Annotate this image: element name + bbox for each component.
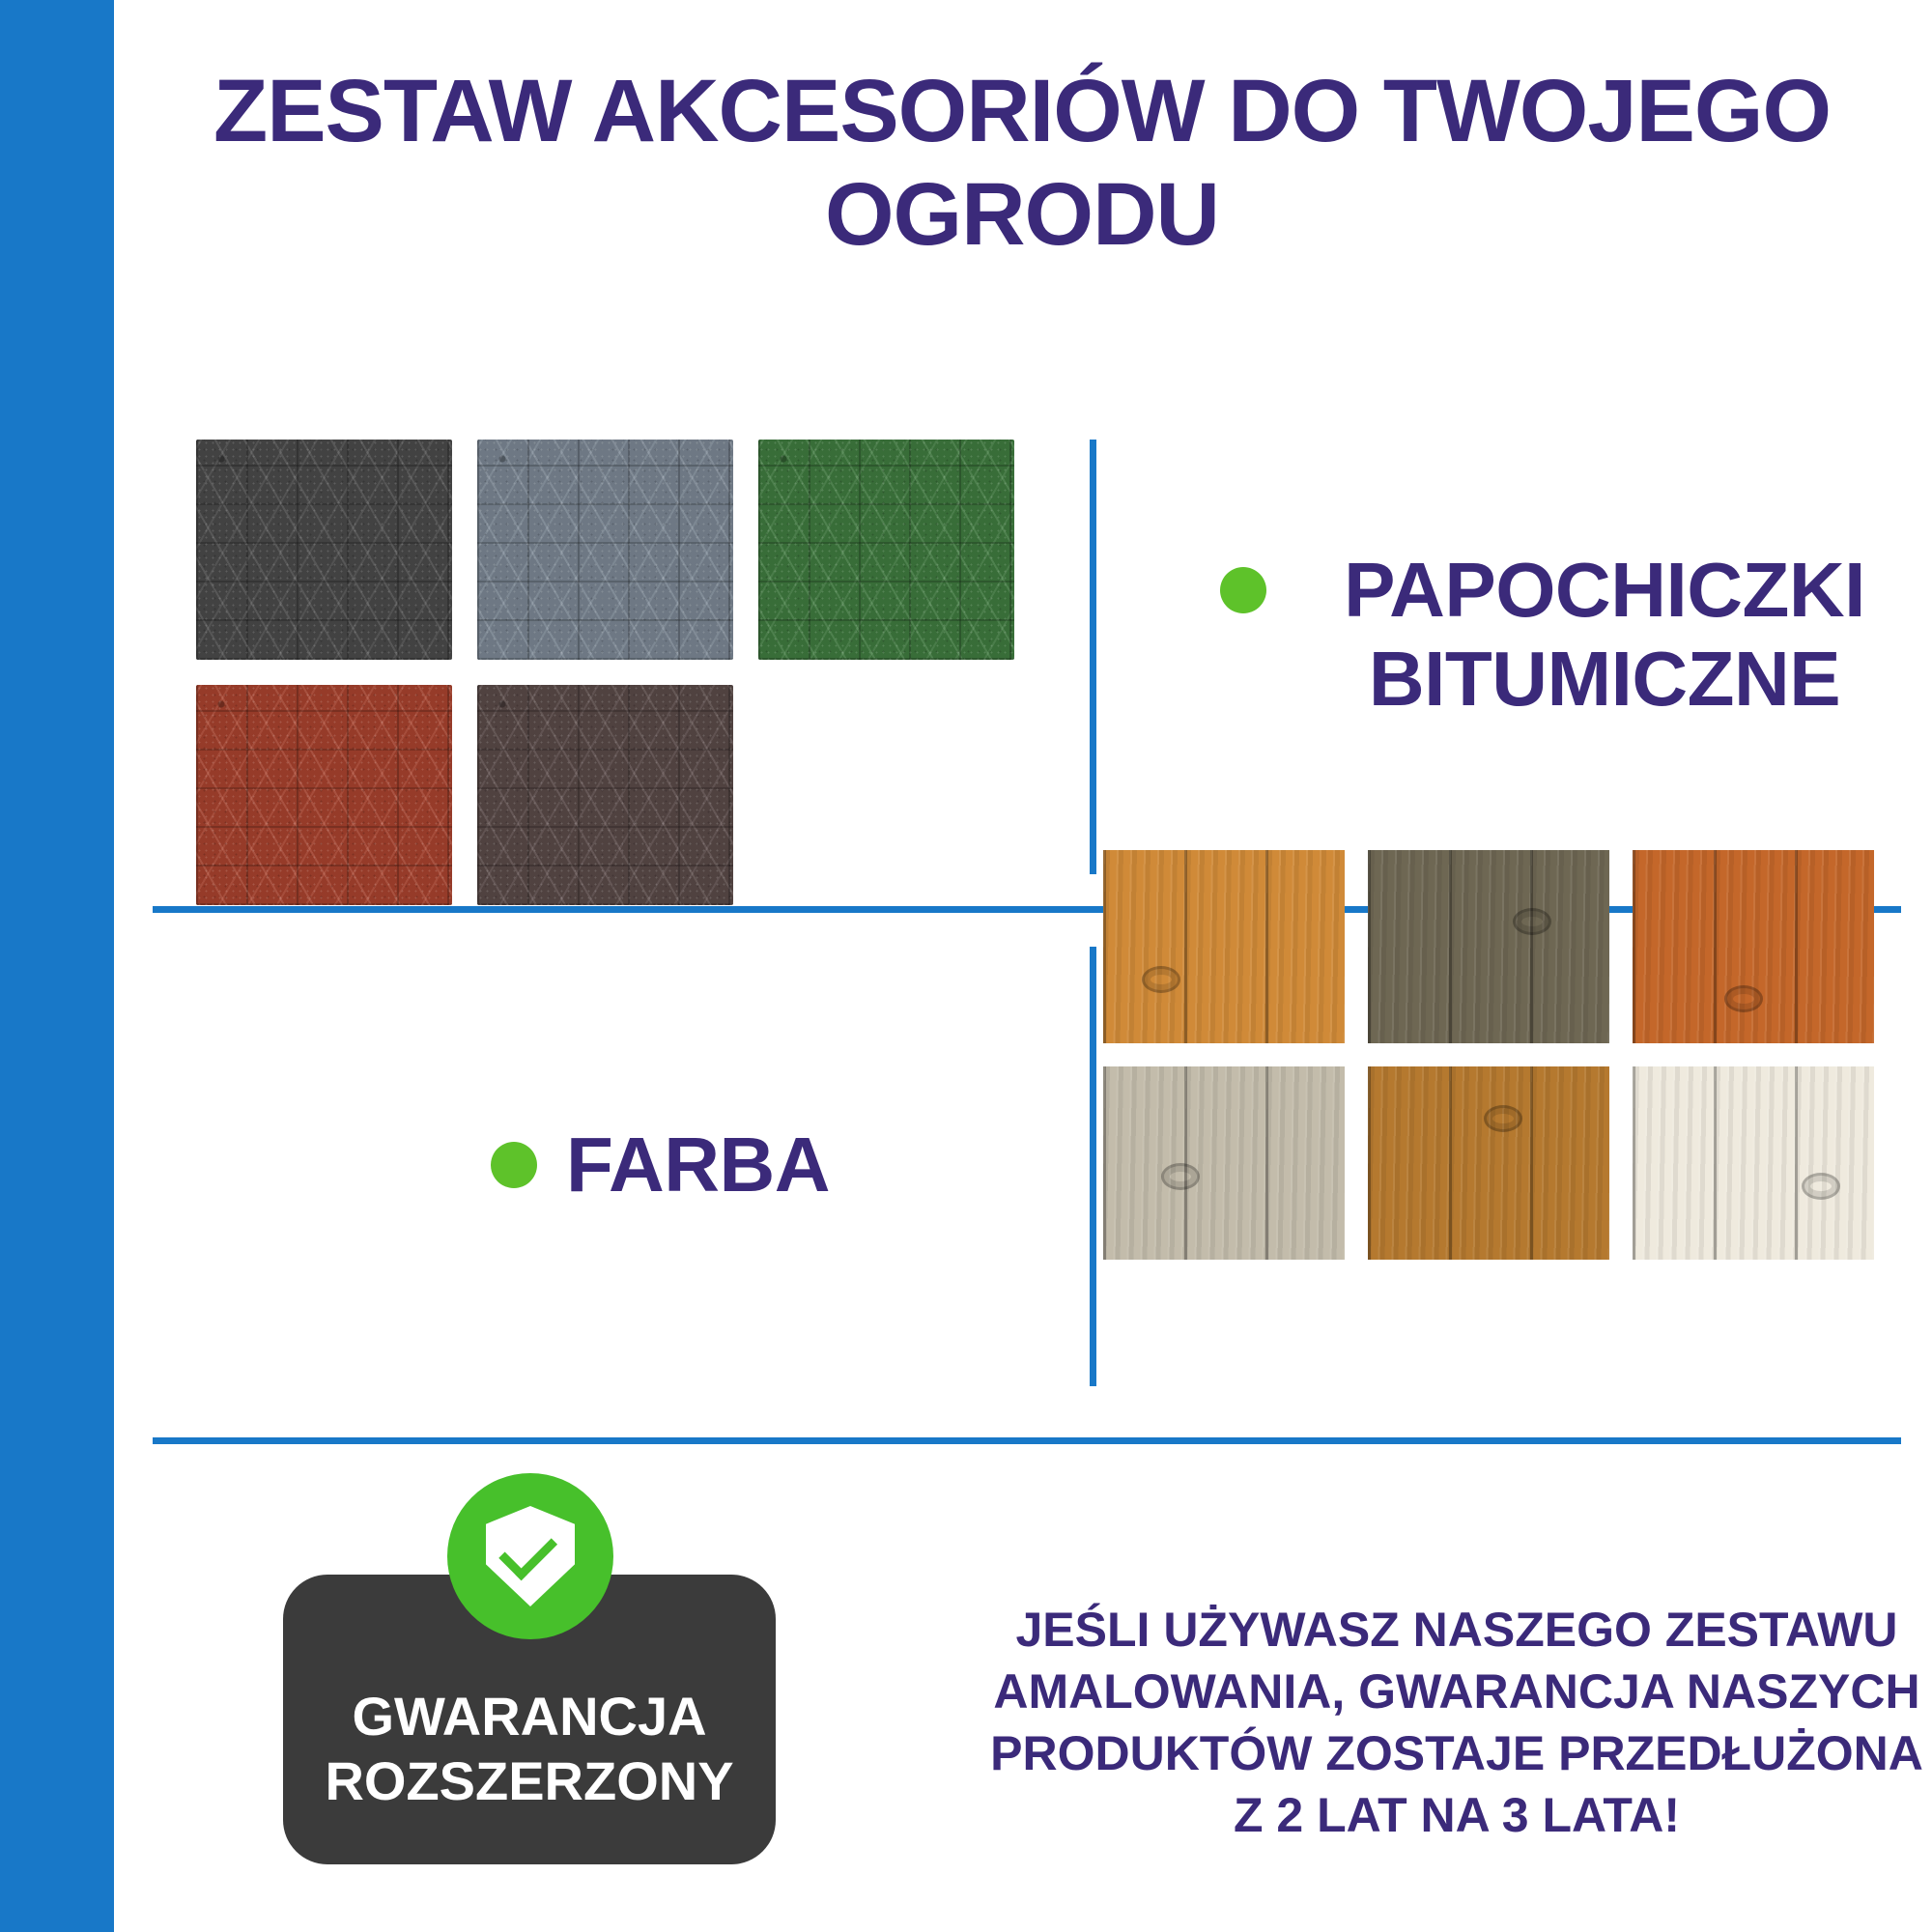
wood-knot-icon bbox=[1513, 908, 1551, 935]
plank-seams bbox=[1103, 1066, 1345, 1260]
page-title: ZESTAW AKCESORIÓW DO TWOJEGO OGRODU bbox=[213, 62, 1831, 264]
plank-seams bbox=[1368, 1066, 1609, 1260]
paint-label: FARBA bbox=[566, 1122, 831, 1208]
wood-swatch-row bbox=[1103, 850, 1876, 1043]
guarantee-badge bbox=[273, 1473, 785, 1879]
plank-seams bbox=[1368, 850, 1609, 1043]
guarantee-line-1: GWARANCJA bbox=[352, 1685, 707, 1747]
plank-seams bbox=[1633, 1066, 1874, 1260]
left-accent-bar bbox=[0, 0, 114, 1932]
wood-knot-icon bbox=[1484, 1105, 1522, 1132]
wood-swatch-grid bbox=[1103, 850, 1876, 1283]
wood-pine-orange bbox=[1103, 850, 1345, 1043]
shingles-label-block bbox=[1220, 546, 1932, 724]
green-dot-icon bbox=[1220, 567, 1266, 613]
check-mark-icon bbox=[498, 1521, 557, 1580]
wood-white bbox=[1633, 1066, 1874, 1260]
divider-vertical-shingles bbox=[1090, 440, 1096, 874]
shield-check-icon bbox=[447, 1473, 613, 1639]
shingle-swatch-row bbox=[196, 685, 1037, 905]
guarantee-promo-text: JEŚLI UŻYWASZ NASZEGO ZESTAWU AMALOWANIA, GWARANCJA NASZYCH PRODUKTÓW ZOSTAJE PRZEDŁUŻONA Z 2 LAT NA 3 LATA! bbox=[990, 1603, 1923, 1842]
wood-teak-orange bbox=[1633, 850, 1874, 1043]
wood-knot-icon bbox=[1161, 1163, 1200, 1190]
green-dot-icon bbox=[491, 1142, 537, 1188]
plank-seams bbox=[1633, 850, 1874, 1043]
granule-texture bbox=[196, 685, 452, 905]
shingle-swatch-row bbox=[196, 440, 1037, 660]
wood-swatch-row bbox=[1103, 1066, 1876, 1260]
shield-shape bbox=[486, 1506, 575, 1606]
wood-light-grey bbox=[1103, 1066, 1345, 1260]
granule-texture bbox=[477, 440, 733, 660]
shingle-brown bbox=[477, 685, 733, 905]
shingles-label: PAPOCHICZKI BITUMICZNE bbox=[1344, 547, 1865, 722]
wood-knot-icon bbox=[1724, 985, 1763, 1012]
plank-seams bbox=[1103, 850, 1345, 1043]
divider-horizontal-bottom bbox=[153, 1437, 1901, 1444]
shingle-green bbox=[758, 440, 1014, 660]
granule-texture bbox=[196, 440, 452, 660]
guarantee-line-2: ROZSZERZONY bbox=[325, 1750, 734, 1811]
wood-knot-icon bbox=[1142, 966, 1180, 993]
shingle-graphite bbox=[196, 440, 452, 660]
shingle-grey-blue bbox=[477, 440, 733, 660]
shingle-swatch-grid bbox=[196, 440, 1037, 930]
granule-texture bbox=[477, 685, 733, 905]
shingle-red bbox=[196, 685, 452, 905]
divider-vertical-paint bbox=[1090, 947, 1096, 1386]
wood-golden-oak bbox=[1368, 1066, 1609, 1260]
poster-content bbox=[114, 0, 1932, 1932]
granule-texture bbox=[758, 440, 1014, 660]
paint-label-block bbox=[491, 1121, 830, 1209]
wood-knot-icon bbox=[1802, 1173, 1840, 1200]
wood-olive-grey bbox=[1368, 850, 1609, 1043]
